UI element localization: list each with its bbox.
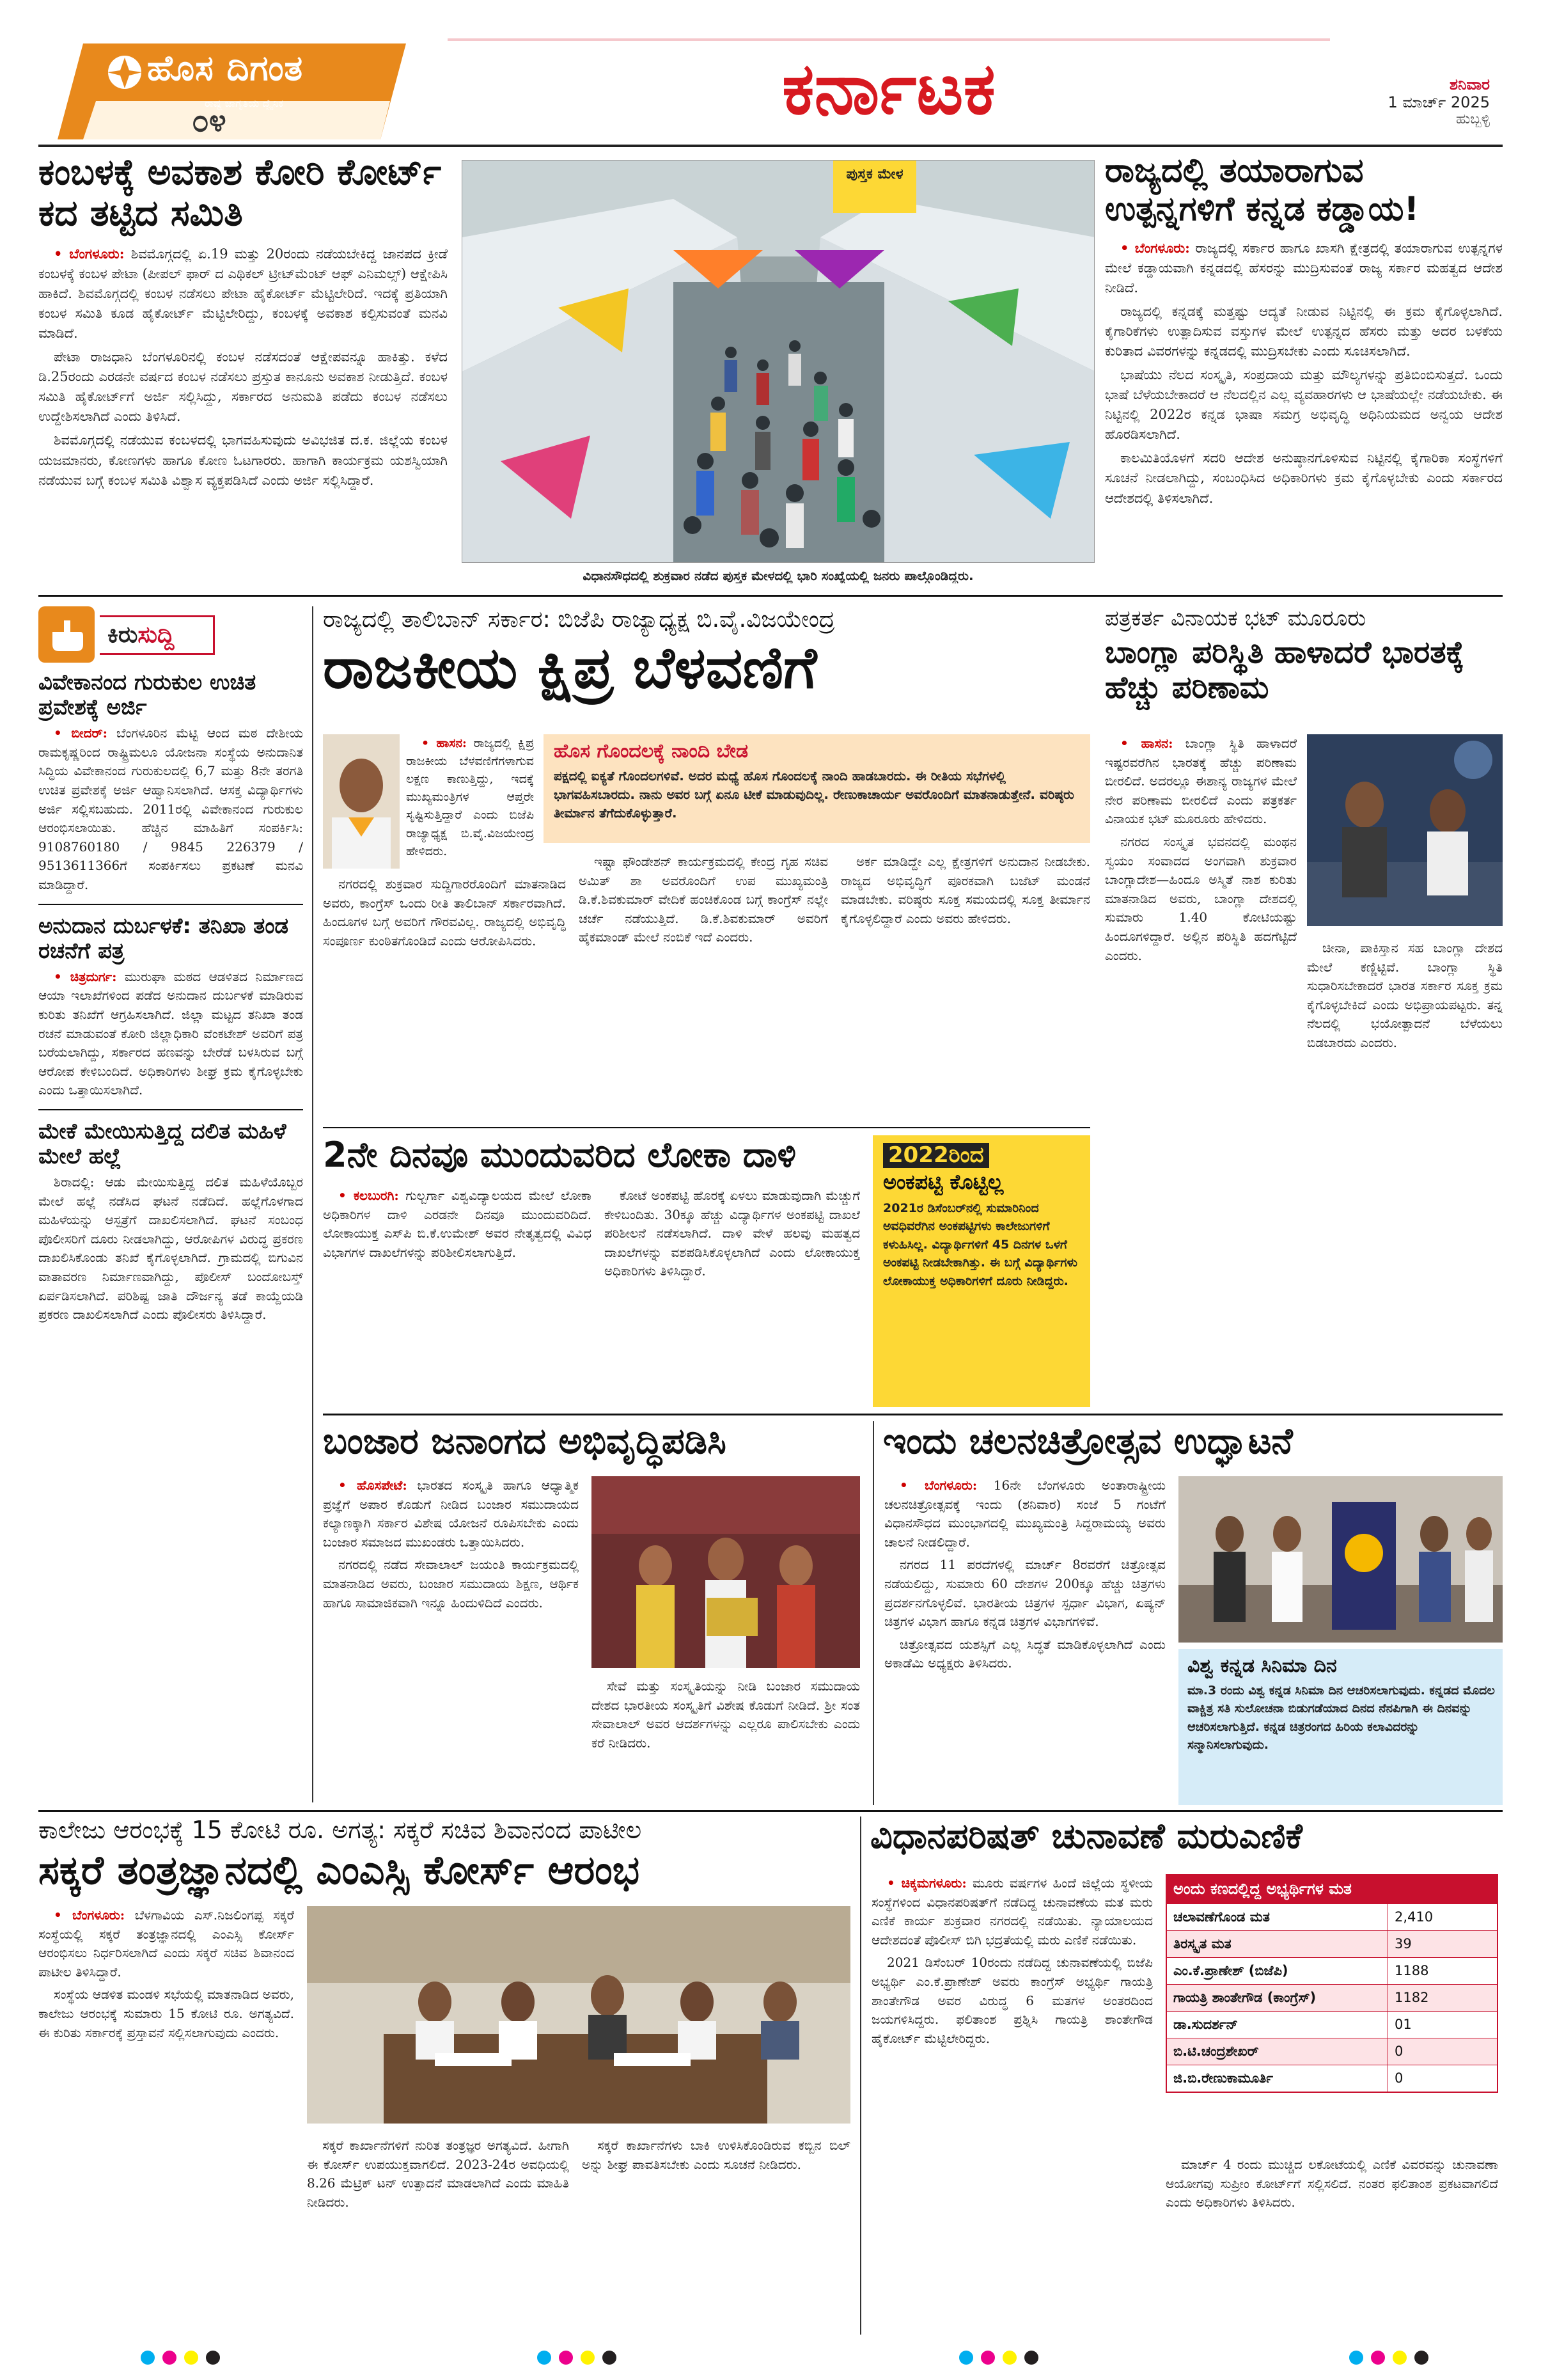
story-taliban-col4 — [841, 853, 1090, 932]
story-council-col2 — [1166, 2155, 1498, 2216]
vote-table-label: ಡಾ.ಸುದರ್ಶನ್ — [1167, 2012, 1388, 2038]
date-block — [1330, 75, 1490, 127]
reg-dot-magenta — [981, 2351, 995, 2365]
brand-name: ಹೊಸ ದಿಗಂತ — [147, 49, 304, 88]
brand-logo — [58, 43, 416, 139]
book-fair-photo — [462, 161, 1095, 563]
paragraph: ಬಾಂಗ್ಲಾ ಸ್ಥಿತಿ ಹಾಳಾದರೆ ಇಷ್ಟರವರೆಗಿನ ಭಾರತಕ್ಕೆ ಹೆಚ್ಚು ಪರಿಣಾಮ ಬೀರಲಿದೆ. ಅದರಲ್ಲೂ ಈಶಾನ್ಯ ರಾಜ್ಯಗಳ ಮೇಲೆ ನೇರ ಪರಿಣಾಮ ಬೀರಲಿದೆ ಎಂದು ಪತ್ರಕರ್ತ ವಿನಾಯಕ ಭಟ್ ಮೂರೂರು ಹೇಳಿದರು. — [1105, 736, 1297, 827]
reg-dot-black — [1024, 2351, 1038, 2365]
masthead — [0, 0, 1541, 160]
paragraph: ರಾಜ್ಯದಲ್ಲಿ ಕ್ಷಿಪ್ರ ರಾಜಕೀಯ ಬೆಳವಣಿಗೆಗಳಾಗುವ ಲಕ್ಷಣ ಕಾಣುತ್ತಿದ್ದು, ಇದಕ್ಕೆ ಮುಖ್ಯಮಂತ್ರಿಗಳ ಆಪ್ತರೇ ಸೃಷ್ಟಿಸುತ್ತಿದ್ದಾರೆ ಎಂದು ಬಿಜೆಪಿ ರಾಜ್ಯಾಧ್ಯಕ್ಷ ಬಿ.ವೈ.ವಿಜಯೇಂದ್ರ ಹೇಳಿದರು. — [406, 736, 534, 858]
story-film-fest — [873, 1421, 1503, 1805]
paragraph: ಸಕ್ಕರೆ ಕಾರ್ಖಾನೆಗಳು ಬಾಕಿ ಉಳಿಸಿಕೊಂಡಿರುವ ಕಬ್ಬಿನ ಬಿಲ್ ಅನ್ನು ಶೀಘ್ರ ಪಾವತಿಸಬೇಕು ಎಂದು ಸೂಚನೆ ನೀಡಿದರು. — [582, 2138, 850, 2172]
kirusuddi-item-headline: ವಿವೇಕಾನಂದ ಗುರುಕುಲ ಉಚಿತ ಪ್ರವೇಶಕ್ಕೆ ಅರ್ಜಿ — [38, 670, 256, 721]
vote-table-label: ತಿರಸ್ಕೃತ ಮತ — [1167, 1931, 1388, 1957]
paragraph: ಅರ್ಕ ಮಾಡಿದ್ದೇ ಎಲ್ಲ ಕ್ಷೇತ್ರಗಳಿಗೆ ಅನುದಾನ ನೀಡಬೇಕು. ರಾಜ್ಯದ ಅಭಿವೃದ್ಧಿಗೆ ಪೂರಕವಾಗಿ ಬಜೆಟ್ ಮಂಡನೆ ಮಾಡಬೇಕು. ವರಿಷ್ಠರು ಸೂಕ್ತ ಸಮಯದಲ್ಲಿ ಸೂಕ್ತ ತೀರ್ಮಾನ ಕೈಗೊಳ್ಳಲಿದ್ದಾರೆ ಎಂದು ಅವರು ಹೇಳಿದರು. — [841, 854, 1090, 926]
story-sugar-col1 — [38, 1906, 294, 2046]
lokayukta-box-text: 2021ರ ಡಿಸೆಂಬರ್‌ನಲ್ಲಿ ಸುಮಾರಿನಿಂದ ಅವಧಿವರೆಗಿನ ಅಂಕಪಟ್ಟಿಗಳು ಕಾಲೇಜುಗಳಿಗೆ ಕಳುಹಿಸಿಲ್ಲ. ವಿದ್ಯಾರ್ಥಿಗಳಿಗೆ 45 ದಿನಗಳ ಒಳಗೆ ಅಂಕಪಟ್ಟಿ ನೀಡಬೇಕಾಗಿತ್ತು. ಈ ಬಗ್ಗೆ ವಿದ್ಯಾರ್ಥಿಗಳು ಲೋಕಾಯುಕ್ತ ಅಧಿಕಾರಿಗಳಿಗೆ ದೂರು ನೀಡಿದ್ದರು. — [883, 1201, 1077, 1288]
story-kannada-body — [1105, 238, 1503, 508]
row-divider — [323, 1127, 1090, 1128]
story-lokayukta-col2 — [604, 1186, 860, 1285]
reg-dot-cyan — [1349, 2351, 1363, 2365]
story-sugar-col3 — [582, 2136, 850, 2178]
book-fair-tag — [833, 161, 916, 213]
sugar-meeting-photo — [307, 1906, 850, 2124]
vote-table-row — [1167, 2011, 1497, 2038]
dateline: • ಕಲಬುರಗಿ: — [338, 1188, 399, 1203]
story-council-headline: ವಿಧಾನಪರಿಷತ್ ಚುನಾವಣೆ ಮರುಎಣಿಕೆ — [870, 1817, 1302, 1856]
vote-table-row — [1167, 1903, 1497, 1930]
story-lokayukta — [323, 1135, 1090, 1410]
reg-dot-magenta — [162, 2351, 176, 2365]
vijayendra-photo — [323, 734, 400, 869]
banjara-photo — [591, 1476, 860, 1668]
paragraph: ಭಾರತದ ಸಂಸ್ಕೃತಿ ಹಾಗೂ ಆಧ್ಯಾತ್ಮಿಕ ಪ್ರಜ್ಞೆಗೆ ಅಪಾರ ಕೊಡುಗೆ ನೀಡಿದ ಬಂಜಾರ ಸಮುದಾಯದ ಕಲ್ಯಾಣಕ್ಕಾಗಿ ಸರ್ಕಾರ ವಿಶೇಷ ಯೋಜನೆ ರೂಪಿಸಬೇಕು ಎಂದು ಬಂಜಾರ ಸಮಾಜದ ಮುಖಂಡರು ಒತ್ತಾಯಿಸಿದರು. — [323, 1478, 579, 1550]
paragraph: ನಗರದ 11 ಪರದೆಗಳಲ್ಲಿ ಮಾರ್ಚ್ 8ರವರೆಗೆ ಚಿತ್ರೋತ್ಸವ ನಡೆಯಲಿದ್ದು, ಸುಮಾರು 60 ದೇಶಗಳ 200ಕ್ಕೂ ಹೆಚ್ಚು ಚಿತ್ರಗಳು ಪ್ರದರ್ಶನಗೊಳ್ಳಲಿವೆ. ಭಾರತೀಯ ಚಿತ್ರಗಳ ಸ್ಪರ್ಧಾ ವಿಭಾಗ, ಏಷ್ಯನ್ ಚಿತ್ರಗಳ ವಿಭಾಗ ಹಾಗೂ ಕನ್ನಡ ಚಿತ್ರಗಳ ವಿಭಾಗಗಳಿವೆ. — [884, 1557, 1166, 1630]
book-fair-tag-label: ಪುಸ್ತಕ ಮೇಳ — [846, 166, 903, 182]
kirusuddi-item — [38, 914, 303, 1100]
vote-table-value: 1182 — [1395, 1989, 1429, 2005]
paragraph: ಮಾರ್ಚ್ 4 ರಂದು ಮುಚ್ಚಿದ ಲಕೋಟೆಯಲ್ಲಿ ಎಣಿಕೆ ವಿವರವನ್ನು ಚುನಾವಣಾ ಆಯೋಗವು ಸುಪ್ರೀಂ ಕೋರ್ಟ್‌ಗೆ ಸಲ್ಲಿಸಲಿದೆ. ನಂತರ ಫಲಿತಾಂಶ ಪ್ರಕಟವಾಗಲಿದೆ ಎಂದು ಅಧಿಕಾರಿಗಳು ತಿಳಿಸಿದರು. — [1166, 2157, 1498, 2211]
story-kambala — [38, 152, 448, 584]
story-taliban-col2 — [323, 875, 566, 954]
story-bangla — [1105, 606, 1503, 1406]
paragraph: ಚಿತ್ರೋತ್ಸವದ ಯಶಸ್ಸಿಗೆ ಎಲ್ಲ ಸಿದ್ಧತೆ ಮಾಡಿಕೊಳ್ಳಲಾಗಿದೆ ಎಂದು ಅಕಾಡೆಮಿ ಅಧ್ಯಕ್ಷರು ತಿಳಿಸಿದರು. — [884, 1636, 1166, 1671]
dateline: • ಬೆಂಗಳೂರು: — [54, 245, 125, 262]
paragraph: ಕೋಟೆ ಅಂಕಪಟ್ಟಿ ಹೊರಕ್ಕೆ ಏಳಲು ಮಾಡುವುದಾಗಿ ಮೆಚ್ಚುಗೆ ಕೇಳಿಬಂದಿತು. 30ಕ್ಕೂ ಹೆಚ್ಚು ವಿದ್ಯಾರ್ಥಿಗಳ ಅಂಕಪಟ್ಟಿ ದಾಖಲೆ ಪರಿಶೀಲನೆ ನಡೆಸಲಾಗಿದೆ. ದಾಳಿ ವೇಳೆ ಹಲವು ಮಹತ್ವದ ದಾಖಲೆಗಳನ್ನು ವಶಪಡಿಸಿಕೊಳ್ಳಲಾಗಿದೆ ಎಂದು ಲೋಕಾಯುಕ್ತ ಅಧಿಕಾರಿಗಳು ತಿಳಿಸಿದ್ದಾರೆ. — [604, 1188, 860, 1279]
story-bangla-col1 — [1105, 734, 1297, 969]
taliban-quote-text: ಪಕ್ಷದಲ್ಲಿ ಐಕ್ಯತೆ ಗೊಂದಲಗಳಿವೆ. ಅದರ ಮಧ್ಯೆ ಹೊಸ ಗೊಂದಲಕ್ಕೆ ನಾಂದಿ ಹಾಡಬಾರದು. ಈ ರೀತಿಯ ಸಭೆಗಳಲ್ಲಿ ಭಾಗವಹಿಸಬಾರದು. ನಾನು ಅವರ ಬಗ್ಗೆ ಏನೂ ಟೀಕೆ ಮಾಡುವುದಿಲ್ಲ. ರೇಣುಕಾಚಾರ್ಯ ಅವರೊಂದಿಗೆ ಮಾತನಾಡುತ್ತೇನೆ. ವರಿಷ್ಠರು ತೀರ್ಮಾನ ತೆಗೆದುಕೊಳ್ಳುತ್ತಾರೆ. — [554, 768, 1074, 821]
paragraph: ಗುಲ್ಬರ್ಗಾ ವಿಶ್ವವಿದ್ಯಾಲಯದ ಮೇಲೆ ಲೋಕಾ ಅಧಿಕಾರಿಗಳ ದಾಳಿ ಎರಡನೇ ದಿನವೂ ಮುಂದುವರಿದಿದೆ. ಲೋಕಾಯುಕ್ತ ಎಸ್‌ಪಿ ಬಿ.ಕೆ.ಉಮೇಶ್ ಅವರ ನೇತೃತ್ವದಲ್ಲಿ ವಿವಿಧ ವಿಭಾಗಗಳ ದಾಖಲೆಗಳನ್ನು ಪರಿಶೀಲಿಸಲಾಗುತ್ತಿದೆ. — [323, 1188, 591, 1260]
story-taliban-col1 — [406, 734, 534, 864]
paragraph: ರಾಜ್ಯದಲ್ಲಿ ಕನ್ನಡಕ್ಕೆ ಮತ್ತಷ್ಟು ಆದ್ಯತೆ ನೀಡುವ ನಿಟ್ಟಿನಲ್ಲಿ ಈ ಕ್ರಮ ಕೈಗೊಳ್ಳಲಾಗಿದೆ. ಕೈಗಾರಿಕೆಗಳು ಉತ್ಪಾದಿಸುವ ವಸ್ತುಗಳ ಮೇಲೆ ಉತ್ಪನ್ನದ ಹೆಸರು ಮತ್ತು ಅದರ ಬಳಕೆಯ ಕುರಿತಾದ ವಿವರಗಳನ್ನು ಕನ್ನಡದಲ್ಲಿ ಮುದ್ರಿಸಬೇಕು ಎಂದು ಸೂಚಿಸಲಾಗಿದೆ. — [1105, 303, 1503, 359]
reg-dot-yellow — [184, 2351, 198, 2365]
dateline: • ಹಾಸನ: — [421, 736, 467, 750]
item-divider — [38, 1109, 303, 1110]
story-bangla-kicker: ಪತ್ರಕರ್ತ ವಿನಾಯಕ ಭಟ್ ಮೂರೂರು — [1105, 606, 1366, 631]
photo-book-fair — [462, 160, 1095, 563]
bangla-photo — [1307, 734, 1503, 926]
row-divider — [38, 1810, 1503, 1812]
paragraph: ಬೆಂಗಳೂರಿನ ಮೆಟ್ಟಿ ಆಂದ ಮಠ ದೇಶೀಯ ರಾಮಕೃಷ್ಣರಿಂದ ರಾಷ್ಟ್ರಿಮಲೂ ಯೋಜನಾ ಸಂಸ್ಥೆಯ ಅನುದಾನಿತ ಸಿದ್ಧಿಯ ವಿವೇಕಾನಂದ ಗುರುಕುಲದಲ್ಲಿ 6,7 ಮತ್ತು 8ನೇ ತರಗತಿ ಉಚಿತ ಪ್ರವೇಶಕ್ಕೆ ಅರ್ಜಿ ಆಹ್ವಾನಿಸಲಾಗಿದೆ. ಆಸಕ್ತ ವಿದ್ಯಾರ್ಥಿಗಳು ಅರ್ಜಿ ಸಲ್ಲಿಸಬಹುದು. 2011ರಲ್ಲಿ ವಿವೇಕಾನಂದ ಗುರುಕುಲ ಆರಂಭಿಸಲಾಯಿತು. ಹೆಚ್ಚಿನ ಮಾಹಿತಿಗೆ ಸಂಪರ್ಕಿಸಿ: 9108760180 / 9845 226379 / 9513611366ಗೆ ಸಂಪರ್ಕಿಸಲು ಪ್ರಕಟಣೆ ಮನವಿ ಮಾಡಿದ್ದಾರೆ. — [38, 725, 303, 892]
story-taliban-headline: ರಾಜಕೀಯ ಕ್ಷಿಪ್ರ ಬೆಳವಣಿಗೆ — [323, 634, 817, 702]
brand-tagline: ರಾಷ್ಟ್ರ ಜಾಗೃತಿಯ ದ್ವೈನಿಕ — [205, 97, 283, 109]
kirusuddi-item-headline: ಮೇಕೆ ಮೇಯಿಸುತ್ತಿದ್ದ ದಲಿತ ಮಹಿಳೆ ಮೇಲೆ ಹಲ್ಲೆ — [38, 1118, 286, 1169]
vote-table-row — [1167, 1930, 1497, 1957]
page-number: ೦೪ — [192, 104, 226, 139]
vote-table-label: ಚಲಾವಣೆಗೊಂಡ ಮತ — [1167, 1904, 1388, 1930]
story-kannada-mandatory — [1105, 152, 1503, 584]
vote-table-title: ಅಂದು ಕಣದಲ್ಲಿದ್ದ ಅಭ್ಯರ್ಥಿಗಳ ಮತ — [1167, 1875, 1497, 1903]
paragraph: ಸಕ್ಕರೆ ಕಾರ್ಖಾನೆಗಳಿಗೆ ನುರಿತ ತಂತ್ರಜ್ಞರ ಅಗತ್ಯವಿದೆ. ಹೀಗಾಗಿ ಈ ಕೋರ್ಸ್ ಉಪಯುಕ್ತವಾಗಲಿದೆ. 2023-24ರ ಅವಧಿಯಲ್ಲಿ 8.26 ಮೆಟ್ರಿಕ್ ಟನ್ ಉತ್ಪಾದನೆ ಮಾಡಲಾಗಿದೆ ಎಂದು ಮಾಹಿತಿ ನೀಡಿದರು. — [307, 2138, 569, 2210]
paragraph: ಚೀನಾ, ಪಾಕಿಸ್ತಾನ ಸಹ ಬಾಂಗ್ಲಾ ದೇಶದ ಮೇಲೆ ಕಣ್ಣಿಟ್ಟಿವೆ. ಬಾಂಗ್ಲಾ ಸ್ಥಿತಿ ಸುಧಾರಿಸಬೇಕಾದರೆ ಭಾರತ ಸರ್ಕಾರ ಸೂಕ್ತ ಕ್ರಮ ಕೈಗೊಳ್ಳಬೇಕಿದೆ ಎಂದು ಅಭಿಪ್ರಾಯಪಟ್ಟರು. ತನ್ನ ನೆಲದಲ್ಲಿ ಭಯೋತ್ಪಾದನೆ ಬೆಳೆಯಲು ಬಿಡಬಾರದು ಎಂದರು. — [1307, 940, 1503, 1050]
dateline: • ಬೆಂಗಳೂರು: — [1120, 239, 1190, 256]
reg-dot-black — [1414, 2351, 1428, 2365]
paragraph: ಶಿವಮೊಗ್ಗದಲ್ಲಿ ಏ.19 ಮತ್ತು 20ರಂದು ನಡೆಯಬೇಕಿದ್ದ ಜಾನಪದ ಕ್ರೀಡೆ ಕಂಬಳಕ್ಕೆ ಕಂಬಳ ಪೇಟಾ (ಪೀಪಲ್ ಫಾರ್ ದ ಎಥಿಕಲ್ ಟ್ರೀಟ್‌ಮೆಂಟ್ ಆಫ್ ಎನಿಮಲ್ಸ್) ಆಕ್ಷೇಪಿಸಿ ಹಾಕಿದೆ. ಶಿವಮೊಗ್ಗದಲ್ಲಿ ಕಂಬಳ ನಡೆಸಲು ಪೇಟಾ ಹೈಕೋರ್ಟ್ ಮೆಟ್ಟಿಲೇರಿದೆ. ಇದಕ್ಕೆ ಪ್ರತಿಯಾಗಿ ಕಂಬಳ ಸಮಿತಿ ಕೂಡ ಹೈಕೋರ್ಟ್ ಮೆಟ್ಟಿಲೇರಿದ್ದು, ಕಂಬಳಕ್ಕೆ ಅವಕಾಶ ಕಲ್ಪಿಸುವಂತೆ ಮನವಿ ಮಾಡಿದೆ. — [38, 246, 448, 342]
reg-dot-cyan — [959, 2351, 973, 2365]
taliban-quote-box — [544, 734, 1090, 843]
vote-table-body — [1167, 1903, 1497, 2092]
vote-table-row — [1167, 2065, 1497, 2092]
story-taliban-col3 — [579, 853, 828, 951]
paragraph: ಸಂಸ್ಥೆಯ ಆಡಳಿತ ಮಂಡಳಿ ಸಭೆಯಲ್ಲಿ ಮಾತನಾಡಿದ ಅವರು, ಕಾಲೇಜು ಆರಂಭಕ್ಕೆ ಸುಮಾರು 15 ಕೋಟಿ ರೂ. ಅಗತ್ಯವಿದೆ. ಈ ಕುರಿತು ಸರ್ಕಾರಕ್ಕೆ ಪ್ರಸ್ತಾವನೆ ಸಲ್ಲಿಸಲಾಗುವುದು ಎಂದರು. — [38, 1987, 294, 2040]
paragraph: ನಗರದಲ್ಲಿ ನಡೆದ ಸೇವಾಲಾಲ್ ಜಯಂತಿ ಕಾರ್ಯಕ್ರಮದಲ್ಲಿ ಮಾತನಾಡಿದ ಅವರು, ಬಂಜಾರ ಸಮುದಾಯ ಶಿಕ್ಷಣ, ಆರ್ಥಿಕ ಹಾಗೂ ಸಾಮಾಜಿಕವಾಗಿ ಇನ್ನೂ ಹಿಂದುಳಿದಿದೆ ಎಂದರು. — [323, 1557, 579, 1611]
story-taliban-kicker: ರಾಜ್ಯದಲ್ಲಿ ತಾಲಿಬಾನ್ ಸರ್ಕಾರ: ಬಿಜೆಪಿ ರಾಜ್ಯಾಧ್ಯಕ್ಷ ಬಿ.ವೈ.ವಿಜಯೇಂದ್ರ — [323, 606, 835, 633]
dateline: • ಚಿಕ್ಕಮಗಳೂರು: — [887, 1875, 967, 1891]
kirusuddi-item — [38, 670, 303, 895]
kirusuddi-item-body — [38, 968, 303, 1100]
lokayukta-box-title-b: ಅಂಕಪಟ್ಟಿ ಕೊಟ್ಟಿಲ್ಲ — [883, 1170, 1004, 1195]
masthead-rule — [38, 145, 1503, 147]
reg-dot-magenta — [559, 2351, 573, 2365]
vote-table-row — [1167, 1957, 1497, 1984]
dateline: • ಚಿತ್ರದುರ್ಗ: — [54, 968, 117, 984]
paragraph: ನಗರದಲ್ಲಿ ಶುಕ್ರವಾರ ಸುದ್ದಿಗಾರರೊಂದಿಗೆ ಮಾತನಾಡಿದ ಅವರು, ಕಾಂಗ್ರೆಸ್ ಒಂದು ರೀತಿ ತಾಲಿಬಾನ್ ಸರ್ಕಾರವಾಗಿದೆ. ಹಿಂದೂಗಳ ಬಗ್ಗೆ ಅವರಿಗೆ ಗೌರವವಿಲ್ಲ. ರಾಜ್ಯದಲ್ಲಿ ಅಭಿವೃದ್ಧಿ ಸಂಪೂರ್ಣ ಕುಂಠಿತಗೊಂಡಿದೆ ಎಂದು ಆರೋಪಿಸಿದರು. — [323, 876, 566, 949]
paragraph: ಇಷ್ಟಾ ಫೌಂಡೇಶನ್ ಕಾರ್ಯಕ್ರಮದಲ್ಲಿ ಕೇಂದ್ರ ಗೃಹ ಸಚಿವ ಅಮಿತ್ ಶಾ ಅವರೊಂದಿಗೆ ಉಪ ಮುಖ್ಯಮಂತ್ರಿ ಡಿ.ಕೆ.ಶಿವಕುಮಾರ್ ವೇದಿಕೆ ಹಂಚಿಕೊಂಡ ಬಗ್ಗೆ ಕಾಂಗ್ರೆಸ್ ನಲ್ಲೇ ಚರ್ಚೆ ನಡೆಯುತ್ತಿದೆ. ಡಿ.ಕೆ.ಶಿವಕುಮಾರ್ ಅವರಿಗೆ ಹೈಕಮಾಂಡ್ ಮೇಲೆ ನಂಬಿಕೆ ಇದೆ ಎಂದರು. — [579, 854, 828, 945]
issue-date: 1 ಮಾರ್ಚ್ 2025 — [1388, 93, 1490, 111]
paragraph: ಶಿರಾದಲ್ಲಿ: ಆಡು ಮೇಯಿಸುತ್ತಿದ್ದ ದಲಿತ ಮಹಿಳೆಯೊಬ್ಬರ ಮೇಲೆ ಹಲ್ಲೆ ನಡೆಸಿದ ಘಟನೆ ನಡೆದಿದೆ. ಹಲ್ಲೆಗೊಳಗಾದ ಮಹಿಳೆಯನ್ನು ಆಸ್ಪತ್ರೆಗೆ ದಾಖಲಿಸಲಾಗಿದೆ. ಘಟನೆ ಸಂಬಂಧ ಪೊಲೀಸರಿಗೆ ದೂರು ನೀಡಲಾಗಿದ್ದು, ಆರೋಪಿಗಳ ವಿರುದ್ಧ ಪ್ರಕರಣ ದಾಖಲಿಸಿಕೊಂಡು ತನಿಖೆ ಕೈಗೊಳ್ಳಲಾಗಿದೆ. ಗ್ರಾಮದಲ್ಲಿ ಬಿಗುವಿನ ವಾತಾವರಣ ನಿರ್ಮಾಣವಾಗಿದ್ದು, ಪೊಲೀಸ್ ಬಂದೋಬಸ್ತ್ ಏರ್ಪಡಿಸಲಾಗಿದೆ. ಪರಿಶಿಷ್ಟ ಜಾತಿ ದೌರ್ಜನ್ಯ ತಡೆ ಕಾಯ್ದೆಯಡಿ ಪ್ರಕರಣ ದಾಖಲಿಸಲಾಗಿದೆ ಎಂದು ಪೊಲೀಸರು ತಿಳಿಸಿದ್ದಾರೆ. — [38, 1174, 303, 1323]
film-fest-box — [1178, 1649, 1503, 1805]
dateline: • ಬೆಂಗಳೂರು: — [54, 1907, 125, 1923]
paragraph: ಕಾಲಮಿತಿಯೊಳಗೆ ಸದರಿ ಆದೇಶ ಅನುಷ್ಠಾನಗೊಳಿಸುವ ನಿಟ್ಟಿನಲ್ಲಿ ಕೈಗಾರಿಕಾ ಸಂಸ್ಥೆಗಳಿಗೆ ಸೂಚನೆ ನೀಡಲಾಗಿದ್ದು, ಸಂಬಂಧಿಸಿದ ಅಧಿಕಾರಿಗಳು ಕ್ರಮ ಕೈಗೊಳ್ಳಬೇಕು ಎಂದು ಸರ್ಕಾರದ ಆದೇಶದಲ್ಲಿ ತಿಳಿಸಲಾಗಿದೆ. — [1105, 450, 1503, 506]
dateline: • ಬೆಂಗಳೂರು: — [900, 1478, 978, 1493]
paragraph: ರಾಜ್ಯದಲ್ಲಿ ಸರ್ಕಾರ ಹಾಗೂ ಖಾಸಗಿ ಕ್ಷೇತ್ರದಲ್ಲಿ ತಯಾರಾಗುವ ಉತ್ಪನ್ನಗಳ ಮೇಲೆ ಕಡ್ಡಾಯವಾಗಿ ಕನ್ನಡದಲ್ಲಿ ಹೆಸರನ್ನು ಮುದ್ರಿಸುವಂತೆ ರಾಜ್ಯ ಸರ್ಕಾರ ಮಹತ್ವದ ಆದೇಶ ನೀಡಿದೆ. — [1105, 240, 1503, 296]
vote-table-label: ಬಿ.ಟಿ.ಚಂದ್ರಶೇಖರ್ — [1167, 2038, 1388, 2065]
dateline: • ಹಾಸನ: — [1120, 736, 1173, 751]
story-lokayukta-headline: 2ನೇ ದಿನವೂ ಮುಂದುವರಿದ ಲೋಕಾ ದಾಳಿ — [323, 1135, 797, 1175]
paragraph: ಭಾಷೆಯು ನೆಲದ ಸಂಸ್ಕೃತಿ, ಸಂಪ್ರದಾಯ ಮತ್ತು ಮೌಲ್ಯಗಳನ್ನು ಪ್ರತಿಬಿಂಬಿಸುತ್ತದೆ. ಒಂದು ಭಾಷೆ ಬೆಳೆಯಬೇಕಾದರೆ ಆ ನೆಲದಲ್ಲಿನ ಎಲ್ಲ ವ್ಯವಹಾರಗಳು ಆ ಭಾಷೆಯಲ್ಲೇ ನಡೆಯಬೇಕು. ಈ ನಿಟ್ಟಿನಲ್ಲಿ 2022ರ ಕನ್ನಡ ಭಾಷಾ ಸಮಗ್ರ ಅಭಿವೃದ್ಧಿ ಅಧಿನಿಯಮದ ಅನ್ವಯ ಆದೇಶ ಹೊರಡಿಸಲಾಗಿದೆ. — [1105, 367, 1503, 443]
kirusuddi-banner — [100, 615, 215, 655]
paragraph: 16ನೇ ಬೆಂಗಳೂರು ಅಂತಾರಾಷ್ಟ್ರೀಯ ಚಲನಚಿತ್ರೋತ್ಸವಕ್ಕೆ ಇಂದು (ಶನಿವಾರ) ಸಂಜೆ 5 ಗಂಟೆಗೆ ವಿಧಾನಸೌಧದ ಮುಂಭಾಗದಲ್ಲಿ ಮುಖ್ಯಮಂತ್ರಿ ಸಿದ್ದರಾಮಯ್ಯ ಅವರು ಚಾಲನೆ ನೀಡಲಿದ್ದಾರೆ. — [884, 1478, 1166, 1550]
paragraph: ಸೇವೆ ಮತ್ತು ಸಂಸ್ಕೃತಿಯನ್ನು ನೀಡಿ ಬಂಜಾರ ಸಮುದಾಯ ದೇಶದ ಭಾರತೀಯ ಸಂಸ್ಕೃತಿಗೆ ವಿಶೇಷ ಕೊಡುಗೆ ನೀಡಿದೆ. ಶ್ರೀ ಸಂತ ಸೇವಾಲಾಲ್ ಅವರ ಆದರ್ಶಗಳನ್ನು ಎಲ್ಲರೂ ಪಾಲಿಸಬೇಕು ಎಂದು ಕರೆ ನೀಡಿದರು. — [591, 1678, 860, 1751]
film-fest-photo — [1178, 1476, 1503, 1643]
kirusuddi-label-b: ಸುದ್ದಿ — [137, 622, 175, 648]
vote-table-value: 0 — [1395, 2043, 1404, 2059]
paragraph: ನಗರದ ಸಂಸ್ಕೃತ ಭವನದಲ್ಲಿ ಮಂಥನ ಸ್ವಯಂ ಸಂವಾದದ ಅಂಗವಾಗಿ ಶುಕ್ರವಾರ ಬಾಂಗ್ಲಾದೇಶ—ಹಿಂದೂ ಅಸ್ಮಿತೆ ನಾಶ ಕುರಿತು ಮಾತನಾಡಿದ ಅವರು, ಬಾಂಗ್ಲಾ ದೇಶದಲ್ಲಿ ಸುಮಾರು 1.40 ಕೋಟಿಯಷ್ಟು ಹಿಂದೂಗಳಿದ್ದಾರೆ. ಅಲ್ಲಿನ ಪರಿಸ್ಥಿತಿ ಹದಗೆಟ್ಟಿದೆ ಎಂದರು. — [1105, 833, 1297, 963]
kirusuddi-label — [38, 606, 303, 664]
reg-dot-yellow — [1393, 2351, 1407, 2365]
registration-marks-center — [537, 2351, 616, 2365]
story-banjara-col2 — [591, 1677, 860, 1756]
reg-dot-black — [206, 2351, 220, 2365]
taliban-quote-title: ಹೊಸ ಗೊಂದಲಕ್ಕೆ ನಾಂದಿ ಬೇಡ — [554, 740, 749, 762]
dateline: • ಹೊಸಪೇಟೆ: — [338, 1478, 407, 1493]
vote-table-value: 1188 — [1395, 1962, 1429, 1978]
story-bangla-headline: ಬಾಂಗ್ಲಾ ಪರಿಸ್ಥಿತಿ ಹಾಳಾದರೆ ಭಾರತಕ್ಕೆ ಹೆಚ್ಚು ಪರಿಣಾಮ — [1105, 634, 1464, 706]
story-film-col1 — [884, 1476, 1166, 1677]
story-film-headline: ಇಂದು ಚಲನಚಿತ್ರೋತ್ಸವ ಉದ್ಘಾಟನೆ — [883, 1421, 1293, 1462]
vote-table-row — [1167, 2038, 1497, 2065]
reg-dot-cyan — [141, 2351, 155, 2365]
vote-table-label: ಗಾಯತ್ರಿ ಶಾಂತೇಗೌಡ (ಕಾಂಗ್ರೆಸ್) — [1167, 1985, 1388, 2011]
vote-table-value: 39 — [1395, 1935, 1412, 1951]
vote-table-value: 01 — [1395, 2016, 1412, 2032]
kirusuddi-item-body — [38, 724, 303, 894]
weekday: ಶನಿವಾರ — [1449, 75, 1490, 93]
story-sugar-kicker: ಕಾಲೇಜು ಆರಂಭಕ್ಕೆ 15 ಕೋಟಿ ರೂ. ಅಗತ್ಯ: ಸಕ್ಕರೆ ಸಚಿವ ಶಿವಾನಂದ ಪಾಟೀಲ — [38, 1817, 642, 1844]
reg-dot-cyan — [537, 2351, 551, 2365]
story-kambala-body — [38, 244, 448, 491]
story-sugar-headline: ಸಕ್ಕರೆ ತಂತ್ರಜ್ಞಾನದಲ್ಲಿ ಎಂಎಸ್ಸಿ ಕೋರ್ಸ್ ಆರಂಭ — [38, 1846, 640, 1893]
story-council-recount — [860, 1817, 1503, 2335]
story-taliban — [323, 606, 1090, 1118]
registration-marks-right — [1349, 2351, 1428, 2365]
film-fest-box-text: ಮಾ.3 ರಂದು ವಿಶ್ವ ಕನ್ನಡ ಸಿನಿಮಾ ದಿನ ಆಚರಿಸಲಾಗುವುದು. ಕನ್ನಡದ ಮೊದಲ ವಾಕ್ಚಿತ್ರ ಸತಿ ಸುಲೋಚನಾ ಬಿಡುಗಡೆಯಾದ ದಿನದ ನೆನಪಿಗಾಗಿ ಈ ದಿನವನ್ನು ಆಚರಿಸಲಾಗುತ್ತಿದೆ. ಕನ್ನಡ ಚಿತ್ರರಂಗದ ಹಿರಿಯ ಕಲಾವಿದರನ್ನು ಸನ್ಮಾನಿಸಲಾಗುವುದು. — [1187, 1683, 1495, 1752]
paragraph: ಪೇಟಾ ರಾಜಧಾನಿ ಬೆಂಗಳೂರಿನಲ್ಲಿ ಕಂಬಳ ನಡೆಸದಂತೆ ಆಕ್ಷೇಪವನ್ನೂ ಹಾಕಿತ್ತು. ಕಳೆದ ಡಿ.25ರಂದು ಎರಡನೇ ವರ್ಷದ ಕಂಬಳ ನಡೆಸಲು ಪ್ರಸ್ತುತ ಕಾನೂನು ಅವಕಾಶ ನೀಡುತ್ತಿದೆ. ಕಂಬಳ ಸಮಿತಿ ಹೈಕೋರ್ಟ್‌ಗೆ ಅರ್ಜಿ ಸಲ್ಲಿಸಿದ್ದು, ಸರ್ಕಾರದ ಅನುಮತಿ ಪಡೆದು ಕಂಬಳ ನಡೆಸಲು ಉದ್ದೇಶಿಸಲಾಗಿದೆ ಎಂದು ತಿಳಿಸಿದೆ. — [38, 349, 448, 425]
lokayukta-box — [873, 1135, 1090, 1407]
vote-table-label: ಎಂ.ಕೆ.ಪ್ರಾಣೇಶ್ (ಬಿಜೆಪಿ) — [1167, 1958, 1388, 1984]
film-fest-box-title: ವಿಶ್ವ ಕನ್ನಡ ಸಿನಿಮಾ ದಿನ — [1187, 1655, 1337, 1677]
item-divider — [38, 904, 303, 905]
vote-table-label: ಜಿ.ಬಿ.ರೇಣುಕಾಮೂರ್ತಿ — [1167, 2065, 1388, 2092]
reg-dot-yellow — [1003, 2351, 1017, 2365]
story-lokayukta-col1 — [323, 1186, 591, 1266]
book-fair-caption: ವಿಧಾನಸೌಧದಲ್ಲಿ ಶುಕ್ರವಾರ ನಡೆದ ಪುಸ್ತಕ ಮೇಳದಲ್ಲಿ ಭಾರಿ ಸಂಖ್ಯೆಯಲ್ಲಿ ಜನರು ಪಾಲ್ಗೊಂಡಿದ್ದರು. — [583, 568, 974, 583]
story-kambala-headline: ಕಂಬಳಕ್ಕೆ ಅವಕಾಶ ಕೋರಿ ಕೋರ್ಟ್ ಕದ ತಟ್ಟಿದ ಸಮಿತಿ — [38, 152, 442, 235]
kirusuddi-item — [38, 1119, 303, 1325]
paragraph: ಮುರುಘಾ ಮಠದ ಆಡಳಿತದ ನಿರ್ಮಾಣದ ಆಯಾ ಇಲಾಖೆಗಳಿಂದ ಪಡೆದ ಅನುದಾನ ದುರ್ಬಳಕೆ ಮಾಡಿರುವ ಕುರಿತು ತನಿಖೆಗೆ ಆಗ್ರಹಿಸಲಾಗಿದೆ. ಜಿಲ್ಲಾ ಮಟ್ಟದ ತನಿಖಾ ತಂಡ ರಚನೆ ಮಾಡುವಂತೆ ಕೋರಿ ಜಿಲ್ಲಾಧಿಕಾರಿ ವೆಂಕಟೇಶ್ ಅವರಿಗೆ ಪತ್ರ ಬರೆಯಲಾಗಿದ್ದು, ಸರ್ಕಾರದ ಹಣವನ್ನು ಬೇರೆಡೆ ಬಳಸಿರುವ ಬಗ್ಗೆ ಆರೋಪ ಕೇಳಿಬಂದಿದೆ. ಅಧಿಕಾರಿಗಳು ಶೀಘ್ರ ಕ್ರಮ ಕೈಗೊಳ್ಳಬೇಕು ಎಂದು ಒತ್ತಾಯಿಸಲಾಗಿದೆ. — [38, 968, 303, 1098]
vote-table-value: 0 — [1395, 2070, 1404, 2086]
kirusuddi-item-headline: ಅನುದಾನ ದುರ್ಬಳಕೆ: ತನಿಖಾ ತಂಡ ರಚನೆಗೆ ಪತ್ರ — [38, 913, 289, 964]
story-banjara-headline: ಬಂಜಾರ ಜನಾಂಗದ ಅಭಿವೃದ್ಧಿಪಡಿಸಿ — [323, 1421, 726, 1462]
row-divider — [323, 1414, 1503, 1415]
lokayukta-box-title-a: 2022ರಿಂದ — [883, 1143, 989, 1168]
story-sugar-msc — [38, 1817, 850, 2335]
story-banjara — [323, 1421, 860, 1805]
story-banjara-col1 — [323, 1476, 579, 1616]
registration-marks-left — [141, 2351, 220, 2365]
paragraph: ಶಿವಮೊಗ್ಗದಲ್ಲಿ ನಡೆಯುವ ಕಂಬಳದಲ್ಲಿ ಭಾಗವಹಿಸುವುದು ಅವಿಭಜಿತ ದ.ಕ. ಜಿಲ್ಲೆಯ ಕಂಬಳ ಯಜಮಾನರು, ಕೋಣಗಳು ಹಾಗೂ ಕೋಣ ಓಟಗಾರರು. ಹಾಗಾಗಿ ಕಾರ್ಯಕ್ರಮ ಯಶಸ್ವಿಯಾಗಿ ನಡೆಯುವ ಬಗ್ಗೆ ಕಂಬಳ ಸಮಿತಿ ವಿಶ್ವಾಸ ವ್ಯಕ್ತಪಡಿಸಿದೆ ಎಂದು ಅರ್ಜಿ ಸಲ್ಲಿಸಿದ್ದಾರೆ. — [38, 432, 448, 488]
paragraph: ಮೂರು ವರ್ಷಗಳ ಹಿಂದೆ ಜಿಲ್ಲೆಯ ಸ್ಥಳೀಯ ಸಂಸ್ಥೆಗಳಿಂದ ವಿಧಾನಪರಿಷತ್‌ಗೆ ನಡೆದಿದ್ದ ಚುನಾವಣೆಯ ಮತ ಮರು ಎಣಿಕೆ ಕಾರ್ಯ ಶುಕ್ರವಾರ ನಗರದಲ್ಲಿ ನಡೆಯಿತು. ನ್ಯಾಯಾಲಯದ ಆದೇಶದಂತೆ ಪೊಲೀಸ್ ಬಿಗಿ ಭದ್ರತೆಯಲ್ಲಿ ಮರು ಎಣಿಕೆ ನಡೆಯಿತು. — [872, 1875, 1153, 1948]
reg-dot-magenta — [1371, 2351, 1385, 2365]
dateline: • ಬೀದರ್: — [54, 725, 107, 741]
paragraph: ಬೆಳಗಾವಿಯ ಎಸ್.ನಿಜಲಿಂಗಪ್ಪ ಸಕ್ಕರೆ ಸಂಸ್ಥೆಯಲ್ಲಿ ಸಕ್ಕರೆ ತಂತ್ರಜ್ಞಾನದಲ್ಲಿ ಎಂಎಸ್ಸಿ ಕೋರ್ಸ್ ಆರಂಭಿಸಲು ನಿರ್ಧರಿಸಲಾಗಿದೆ ಎಂದು ಸಕ್ಕರೆ ಸಚಿವ ಶಿವಾನಂದ ಪಾಟೀಲ ತಿಳಿಸಿದ್ದಾರೆ. — [38, 1907, 294, 1980]
row-divider — [38, 595, 1503, 597]
story-kannada-headline: ರಾಜ್ಯದಲ್ಲಿ ತಯಾರಾಗುವ ಉತ್ಪನ್ನಗಳಿಗೆ ಕನ್ನಡ ಕಡ್ಡಾಯ! — [1105, 152, 1420, 228]
paragraph: 2021 ಡಿಸೆಂಬರ್ 10ರಂದು ನಡೆದಿದ್ದ ಚುನಾವಣೆಯಲ್ಲಿ ಬಿಜೆಪಿ ಅಭ್ಯರ್ಥಿ ಎಂ.ಕೆ.ಪ್ರಾಣೇಶ್ ಅವರು ಕಾಂಗ್ರೆಸ್ ಅಭ್ಯರ್ಥಿ ಗಾಯತ್ರಿ ಶಾಂತೇಗೌಡ ಅವರ ವಿರುದ್ಧ 6 ಮತಗಳ ಅಂತರದಿಂದ ಜಯಗಳಿಸಿದ್ದರು. ಫಲಿತಾಂಶ ಪ್ರಶ್ನಿಸಿ ಗಾಯತ್ರಿ ಶಾಂತೇಗೌಡ ಹೈಕೋರ್ಟ್ ಮೆಟ್ಟಿಲೇರಿದ್ದರು. — [872, 1955, 1153, 2046]
reg-dot-yellow — [581, 2351, 595, 2365]
kirusuddi-label-a: ಕಿರು — [107, 622, 138, 648]
kirusuddi-item-body — [38, 1173, 303, 1325]
vote-table-value: 2,410 — [1395, 1909, 1434, 1925]
story-sugar-col2 — [307, 2136, 569, 2216]
hand-icon — [38, 606, 95, 663]
vote-table — [1166, 1874, 1498, 2093]
edition-city: ಹುಬ್ಬಳ್ಳಿ — [1455, 111, 1490, 127]
story-council-col1 — [872, 1874, 1153, 2052]
story-bangla-col2 — [1307, 939, 1503, 1057]
reg-dot-black — [602, 2351, 616, 2365]
registration-marks-center2 — [959, 2351, 1038, 2365]
vote-table-row — [1167, 1984, 1497, 2011]
section-title: ಕರ್ನಾಟಕ — [782, 47, 996, 130]
section-title-bar — [448, 38, 1330, 134]
kirusuddi-column — [38, 606, 313, 1802]
